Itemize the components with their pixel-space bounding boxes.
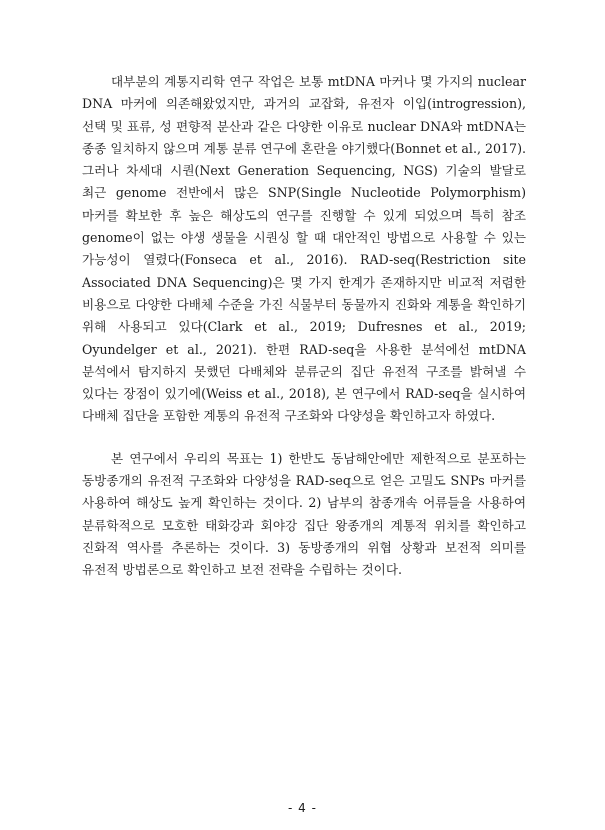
paragraph-phylogeography-background: 대부분의 계통지리학 연구 작업은 보통 mtDNA 마커나 몇 가지의 nuclear DNA 마커에 의존해왔었지만, 과거의 교잡화, 유전자 이입(introgression), 선택 및 표류, 성 편향적 분산과 같은 다양한 이유로 nuclear DNA와 mtDNA는 종종 일치하지 않으며 계통 분류 연구에 혼란을 야기했다(Bonnet et al., 2017). 그러나 차세대 시퀀(Next Generation Sequencing, NGS) 기술의 발달로 최근 genome 전반에서 많은 SNP(Single Nucleotide Polymorphism) 마커를 확보한 후 높은 해상도의 연구를 진행할 수 있게 되었으며 특히 참조 genome이 없는 야생 생물을 시퀀싱 할 때 대안적인 방법으로 사용할 수 있는 가능성이 열렸다(Fonseca et al., 2016). RAD-seq(Restriction site Associated DNA Sequencing)은 몇 가지 한계가 존재하지만 비교적 저렴한 비용으로 다양한 다배체 수준을 가진 식물부터 동물까지 진화와 계통을 확인하기 위해 사용되고 있다(Clark et al., 2019; Dufresnes et al., 2019; Oyundelger et al., 2021). 한편 RAD-seq을 사용한 분석에선 mtDNA 분석에서 탐지하지 못했던 다배체와 분류군의 집단 유전적 구조를 밝혀낼 수 있다는 장점이 있기에(Weiss et al., 2018), 본 연구에서 RAD-seq을 실시하여 다배체 집단을 포함한 계통의 유전적 구조화와 다양성을 확인하고자 하였다. [82, 74, 526, 424]
page-number: - 4 - [288, 801, 317, 815]
paragraph-research-objectives: 본 연구에서 우리의 목표는 1) 한반도 동남해안에만 제한적으로 분포하는 동방종개의 유전적 구조화와 다양성을 RAD-seq으로 얻은 고밀도 SNPs 마커를 사용하여 해상도 높게 확인하는 것이다. 2) 남부의 참종개속 어류들을 사용하여 분류학적으로 모호한 태화강과 회야강 집단 왕종개의 계통적 위치를 확인하고 진화적 역사를 추론하는 것이다. 3) 동방종개의 위협 상황과 보전적 의미를 유전적 방법론으로 확인하고 보전 전략을 수립하는 것이다. [82, 450, 526, 578]
body-text [82, 71, 526, 582]
